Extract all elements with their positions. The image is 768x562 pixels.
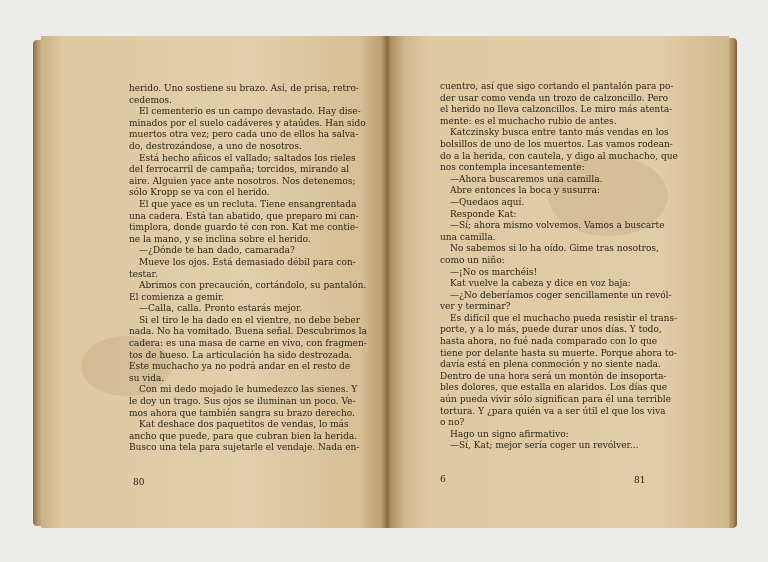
signature-mark: 6 [440, 475, 446, 485]
text-line: hasta ahora, no fué nada comparado con lo que [440, 337, 658, 348]
open-book [33, 34, 737, 532]
text-line: —¿No deberíamos coger sencillamente un revól- [450, 290, 672, 301]
text-line: minados por el suelo cadáveres y ataúdes. Han sido [129, 118, 366, 129]
text-line: do, destrozándose, a uno de nosotros. [129, 141, 302, 152]
text-line: aire. Alguien yace ante nosotros. Nos detenemos; [129, 176, 356, 187]
text-line: ver y terminar? [440, 302, 511, 313]
text-line: Hago un signo afirmativo: [450, 429, 569, 440]
text-line: tiene por delante hasta su muerte. Porque ahora to- [440, 348, 677, 359]
text-line: nada. No ha vomitado. Buena señal. Descubrimos la [129, 327, 367, 338]
text-line: una camilla. [440, 232, 496, 243]
text-line: ancho que puede, para que cubran bien la herida. [129, 431, 358, 442]
right-page [388, 36, 729, 528]
text-line: Con mi dedo mojado le humedezco las sienes. Y [139, 385, 358, 396]
text-line: nos contempla incesantemente: [440, 163, 585, 174]
text-line: Mueve los ojos. Está demasiado débil para con- [139, 257, 356, 268]
text-line: tos de hueso. La articulación ha sido destrozada. [129, 350, 353, 361]
text-line: El que yace es un recluta. Tiene ensangrentada [139, 199, 357, 210]
left-page-number: 80 [133, 478, 145, 488]
text-line: Este muchacho ya no podrá andar en el resto de [129, 362, 351, 373]
text-line: del ferrocarril de campaña; torcidos, mirando al [129, 165, 350, 176]
text-line: —Ahora buscaremos una camilla. [450, 174, 603, 185]
text-line: Abrimos con precaución, cortándolo, su pantalón. [139, 281, 367, 292]
text-line: muertos otra vez; pero cada uno de ellos ha salva- [129, 130, 359, 141]
text-line: No sabemos si lo ha oído. Gime tras nosotros, [450, 244, 659, 255]
book-gutter [382, 36, 392, 528]
right-page-number: 81 [634, 476, 646, 486]
text-line: Dentro de una hora será un montón de insoporta- [440, 371, 667, 382]
text-line: el herido no lleva calzoncillos. Le miro más atenta- [440, 105, 673, 116]
left-page-text [129, 84, 379, 455]
text-line: o no? [440, 418, 465, 429]
text-line: Abre entonces la boca y susurra: [450, 186, 600, 197]
text-line: bles dolores, que estalla en alaridos. Los días que [440, 383, 668, 394]
text-line: der usar como venda un trozo de calzoncillo. Pero [440, 93, 669, 104]
text-line: Katczinsky busca entre tanto más vendas en los [450, 128, 669, 139]
text-line: —¡No os marchéis! [450, 267, 538, 278]
text-line: cuentro, así que sigo cortando el pantalón para po- [440, 82, 674, 92]
text-line: —Sí; ahora mismo volvemos. Vamos a buscarte [450, 221, 665, 232]
left-page [41, 36, 388, 528]
text-line: El cementerio es un campo devastado. Hay dise- [139, 107, 361, 118]
text-line: mente: es el muchacho rubio de antes. [440, 116, 617, 127]
text-line: aún pueda vivir sólo significan para él una terrible [440, 395, 671, 406]
text-line: Es difícil que el muchacho pueda resistir el trans- [450, 313, 678, 324]
text-line: ne la mano, y se inclina sobre el herido. [129, 234, 311, 245]
text-line: cadera: es una masa de carne en vivo, con fragmen- [129, 339, 367, 350]
text-line: —Quedaos aquí. [450, 197, 525, 208]
text-line: El comienza a gemir. [129, 292, 225, 303]
text-line: Responde Kat: [450, 209, 517, 220]
text-line: testar. [129, 269, 158, 280]
text-line: Está hecho añicos el vallado; saltados los rieles [139, 153, 356, 164]
text-line: bolsillos de uno de los muertos. Las vamos rodean- [440, 139, 673, 150]
text-line: una cadera. Está tan abatido, que preparo mi can- [129, 211, 359, 222]
text-line: porte, y a lo más, puede durar unos días. Y todo, [440, 325, 662, 336]
text-line: Kat deshace dos paquetitos de vendas, lo más [139, 420, 349, 431]
text-line: herido. Uno sostiene su brazo. Así, de prisa, retro- [129, 84, 359, 94]
text-line: sólo Kropp se va con el herido. [129, 188, 270, 199]
right-page-text [440, 82, 698, 453]
text-line: Si el tiro le ha dado en el vientre, no debe beber [139, 315, 360, 326]
text-line: le doy un trago. Sus ojos se iluminan un poco. Ve- [129, 397, 356, 408]
text-line: cedemos. [129, 95, 172, 106]
text-line: —¿Dónde te han dado, camarada? [139, 246, 295, 257]
text-line: Busco una tela para sujetarle el vendaje. Nada en- [129, 443, 360, 454]
text-line: —Sí, Kat; mejor sería coger un revólver... [450, 441, 639, 452]
text-line: mos ahora que también sangra su brazo derecho. [129, 408, 355, 419]
text-line: tortura. Y ¿para quién va a ser útil el que los viva [440, 406, 666, 417]
text-line: davía está en plena conmoción y no siente nada. [440, 360, 661, 371]
text-line: timplora, donde guardo té con ron. Kat me contie- [129, 223, 359, 234]
text-line: como un niño: [440, 255, 505, 266]
text-line: su vida. [129, 373, 165, 384]
text-line: Kat vuelve la cabeza y dice en voz baja: [450, 279, 631, 290]
text-line: do a la herida, con cautela, y digo al muchacho, que [440, 151, 678, 162]
text-line: —Calla, calla. Pronto estarás mejor. [139, 304, 303, 315]
